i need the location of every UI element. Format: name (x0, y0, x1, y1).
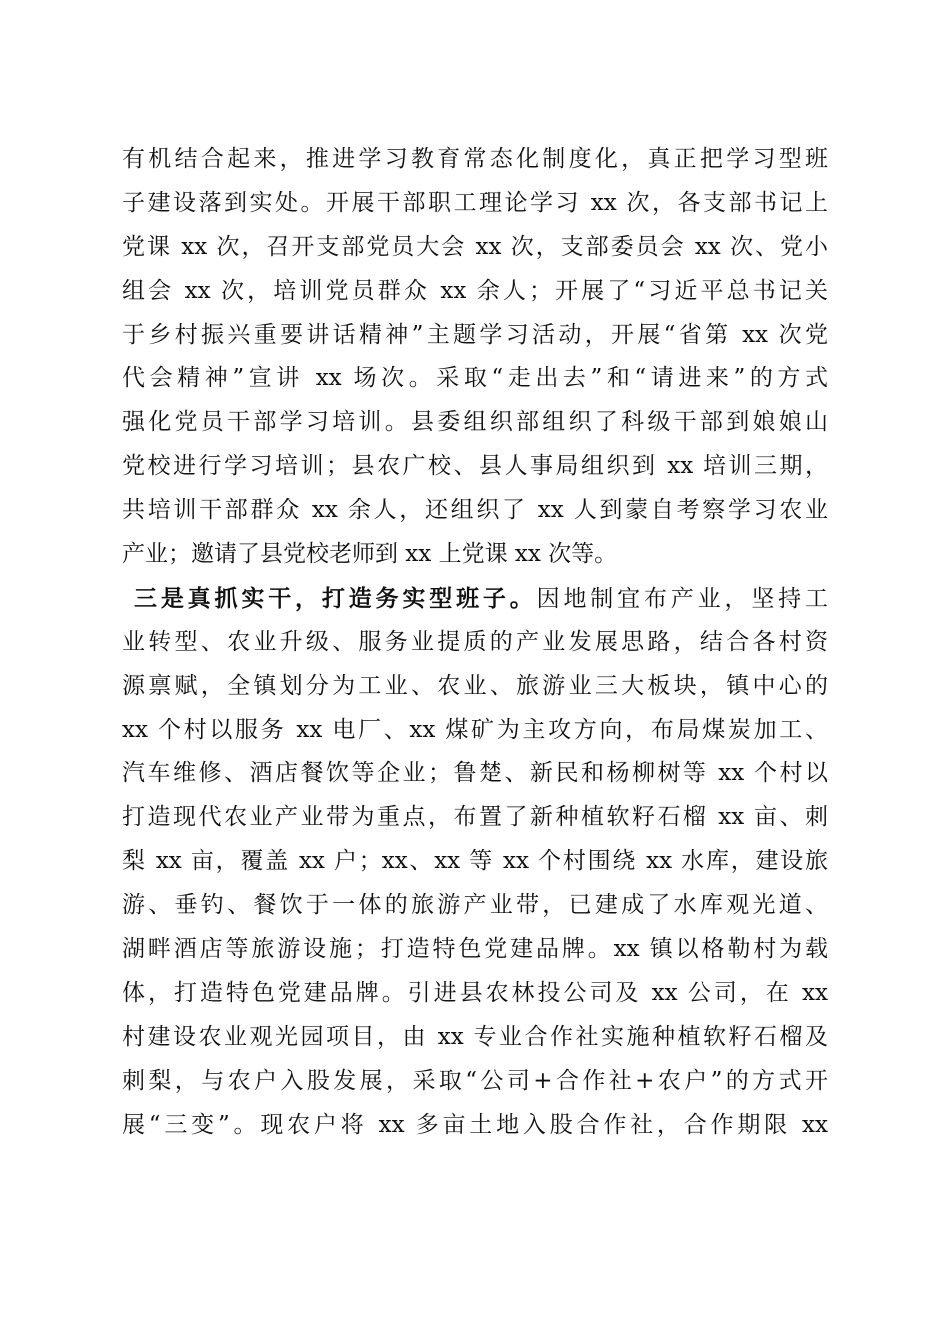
paragraph-line: 打造现代农业产业带为重点，布置了新种植软籽石榴 xx 亩、刺 (122, 804, 828, 831)
paragraph-line: 汽车维修、酒店餐饮等企业；鲁楚、新民和杨柳树等 xx 个村以 (122, 760, 828, 787)
paragraph-line: 展“三变”。现农户将 xx 多亩土地入股合作社，合作期限 xx (122, 1111, 828, 1138)
paragraph-first-line-text: 因地制宜布产业，坚持工 (536, 585, 829, 612)
paragraph-line: 组会 xx 次，培训党员群众 xx 余人；开展了“习近平总书记关 (122, 277, 828, 304)
paragraph-line: 代会精神”宣讲 xx 场次。采取“走出去”和“请进来”的方式 (122, 365, 828, 392)
paragraph-line: 党课 xx 次，召开支部党员大会 xx 次，支部委员会 xx 次、党小 (122, 233, 828, 260)
paragraph-line: 共培训干部群众 xx 余人，还组织了 xx 人到蒙自考察学习农业 (122, 497, 828, 524)
paragraph-line: 村建设农业观光园项目，由 xx 专业合作社实施种植软籽石榴及 (122, 1023, 828, 1050)
paragraph-1 (122, 138, 828, 577)
paragraph-line: 有机结合起来，推进学习教育常态化制度化，真正把学习型班 (122, 146, 828, 172)
paragraph-line: 于乡村振兴重要讲话精神”主题学习活动，开展“省第 xx 次党 (122, 321, 828, 348)
paragraph-2 (122, 577, 828, 1148)
paragraph-first-line (122, 577, 828, 621)
paragraph-line: 游、垂钓、餐饮于一体的旅游产业带，已建成了水库观光道、 (122, 892, 828, 919)
paragraph-line: 业转型、农业升级、服务业提质的产业发展思路，结合各村资 (122, 628, 828, 655)
paragraph-line: 梨 xx 亩，覆盖 xx 户；xx、xx 等 xx 个村围绕 xx 水库，建设旅 (122, 848, 828, 875)
paragraph-line: 子建设落到实处。开展干部职工理论学习 xx 次，各支部书记上 (122, 189, 828, 216)
paragraph-line: xx 个村以服务 xx 电厂、xx 煤矿为主攻方向，布局煤炭加工、 (122, 716, 828, 743)
paragraph-line: 党校进行学习培训；县农广校、县人事局组织到 xx 培训三期， (122, 453, 828, 480)
paragraph-line: 刺梨，与农户入股发展，采取“公司+合作社+农户”的方式开 (122, 1067, 828, 1094)
paragraph-line: 源禀赋，全镇划分为工业、农业、旅游业三大板块，镇中心的 (122, 672, 828, 699)
paragraph-line: 产业；邀请了县党校老师到 xx 上党课 xx 次等。 (122, 541, 618, 568)
paragraph-line: 湖畔酒店等旅游设施；打造特色党建品牌。xx 镇以格勒村为载 (122, 936, 828, 963)
paragraph-line: 强化党员干部学习培训。县委组织部组织了科级干部到娘娘山 (122, 409, 828, 436)
paragraph-heading: 三是真抓实干，打造务实型班子。 (134, 584, 537, 612)
document-body (122, 138, 828, 1147)
paragraph-line: 体，打造特色党建品牌。引进县农林投公司及 xx 公司，在 xx (122, 979, 828, 1006)
